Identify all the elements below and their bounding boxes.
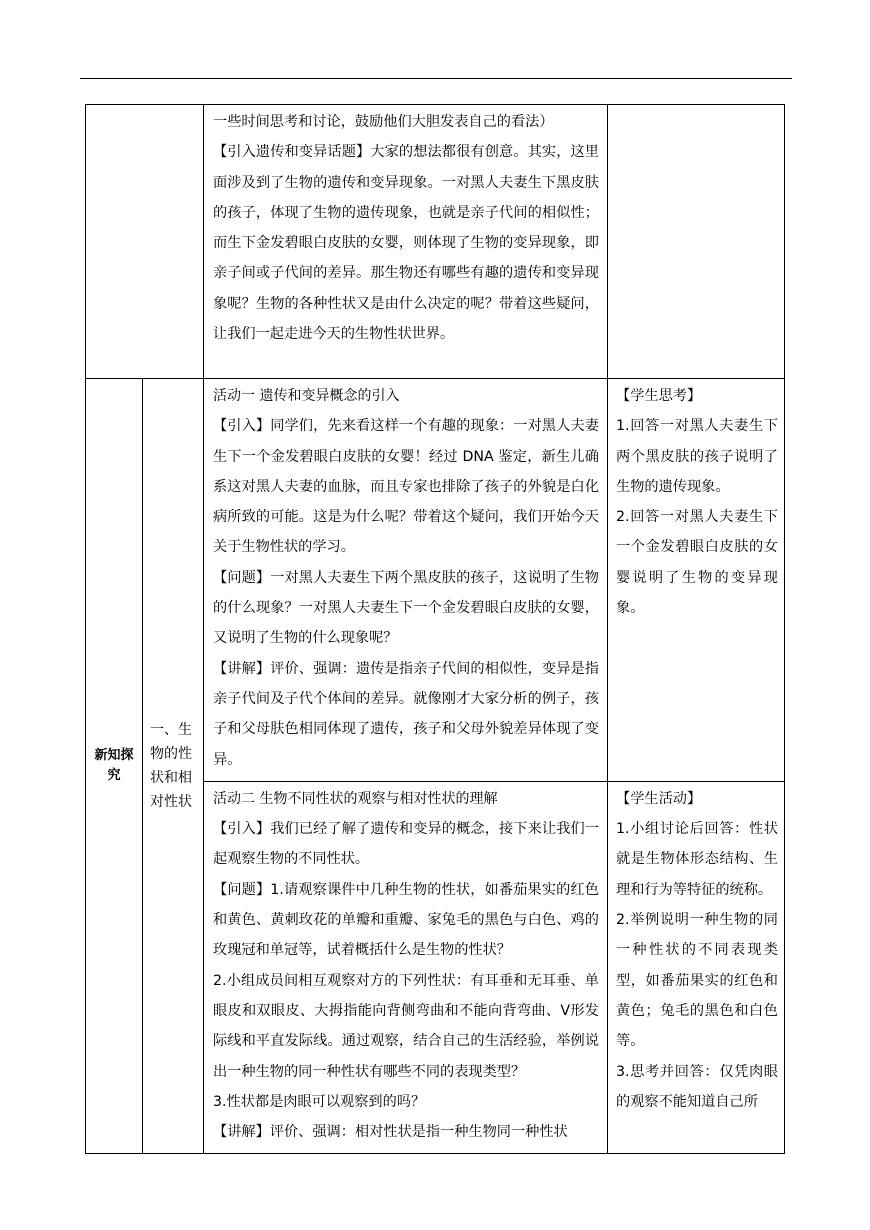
student-activity-cell — [608, 781, 785, 1154]
activity1-title: 活动一 遗传和变异概念的引入 — [213, 388, 400, 404]
table-row — [86, 105, 785, 379]
continued-content-cell — [204, 105, 608, 379]
header-rule — [80, 78, 792, 79]
text-paragraph: 3.性状都是肉眼可以观察到的吗？ — [213, 1093, 426, 1110]
text-paragraph: 1.小组讨论后回答：性状就是生物体形态结构、生理和行为等特征的统称。 — [616, 821, 778, 898]
text-paragraph: 2.回答一对黑人夫妻生下一个金发碧眼白皮肤的女婴说明了生物的变异现象。 — [616, 509, 778, 617]
subsection-label: 一、生物的性状和相对性状 — [143, 379, 204, 1154]
text-paragraph: 一些时间思考和讨论，鼓励他们大胆发表自己的看法） — [213, 114, 554, 130]
activity1-cell — [204, 379, 608, 782]
activity2-cell — [204, 781, 608, 1154]
empty-cell — [86, 105, 204, 379]
activity2-title: 活动二 生物不同性状的观察与相对性状的理解 — [213, 790, 498, 807]
lesson-plan-table — [85, 104, 785, 1154]
text-paragraph: 1.回答一对黑人夫妻生下两个黑皮肤的孩子说明了生物的遗传现象。 — [616, 418, 778, 495]
text-paragraph: 2.举例说明一种生物的同一种性状的不同表现类型，如番茄果实的红色和黄色；兔毛的黑色和白色等。 — [616, 912, 778, 1050]
text-paragraph: 3.思考并回答：仅凭肉眼的观察不能知道自己所 — [616, 1063, 778, 1110]
student-title: 【学生思考】 — [616, 388, 702, 404]
student-thinking-cell — [608, 379, 785, 782]
text-paragraph: 【引入】同学们，先来看这样一个有趣的现象：一对黑人夫妻生下一个金发碧眼白皮肤的女婴！经过 DNA 鉴定，新生儿确系这对黑人夫妻的血脉，而且专家也排除了孩子的外貌是白化病所致的可能。这是为什么呢？带着这个疑问，我们开始今天关于生物性状的学习。 — [213, 418, 599, 556]
table-row — [86, 379, 785, 782]
text-paragraph: 【引入】我们已经了解了遗传和变异的概念，接下来让我们一起观察生物的不同性状。 — [213, 821, 599, 868]
empty-cell — [608, 105, 785, 379]
text-paragraph: 【讲解】评价、强调：相对性状是指一种生物同一种性状 — [213, 1124, 568, 1141]
student-title: 【学生活动】 — [616, 790, 702, 807]
text-paragraph: 【引入遗传和变异话题】大家的想法都很有创意。其实，这里面涉及到了生物的遗传和变异现象。一对黑人夫妻生下黑皮肤的孩子，体现了生物的遗传现象，也就是亲子代间的相似性；而生下金发碧眼白皮肤的女婴，则体现了生物的变异现象，即亲子间或子代间的差异。那生物还有哪些有趣的遗传和变异现象呢？生物的各种性状又是由什么决定的呢？带着这些疑问，让我们一起走进今天的生物性状世界。 — [213, 144, 599, 343]
text-paragraph: 2.小组成员间相互观察对方的下列性状：有耳垂和无耳垂、单眼皮和双眼皮、大拇指能向背侧弯曲和不能向背弯曲、V形发际线和平直发际线。通过观察，结合自己的生活经验，举例说出一种生物的同一种性状有哪些不同的表现类型？ — [213, 972, 599, 1080]
text-paragraph: 【问题】1.请观察课件中几种生物的性状，如番茄果实的红色和黄色、黄刺玫花的单瓣和重瓣、家兔毛的黑色与白色、鸡的玫瑰冠和单冠等，试着概括什么是生物的性状？ — [213, 881, 599, 959]
text-paragraph: 【讲解】评价、强调：遗传是指亲子代间的相似性，变异是指亲子代间及子代个体间的差异。就像刚才大家分析的例子，孩子和父母肤色相同体现了遗传，孩子和父母外貌差异体现了变异。 — [213, 660, 599, 768]
section-label: 新知探究 — [86, 379, 143, 1154]
text-paragraph: 【问题】一对黑人夫妻生下两个黑皮肤的孩子，这说明了生物的什么现象？一对黑人夫妻生下一个金发碧眼白皮肤的女婴，又说明了生物的什么现象呢？ — [213, 569, 599, 647]
